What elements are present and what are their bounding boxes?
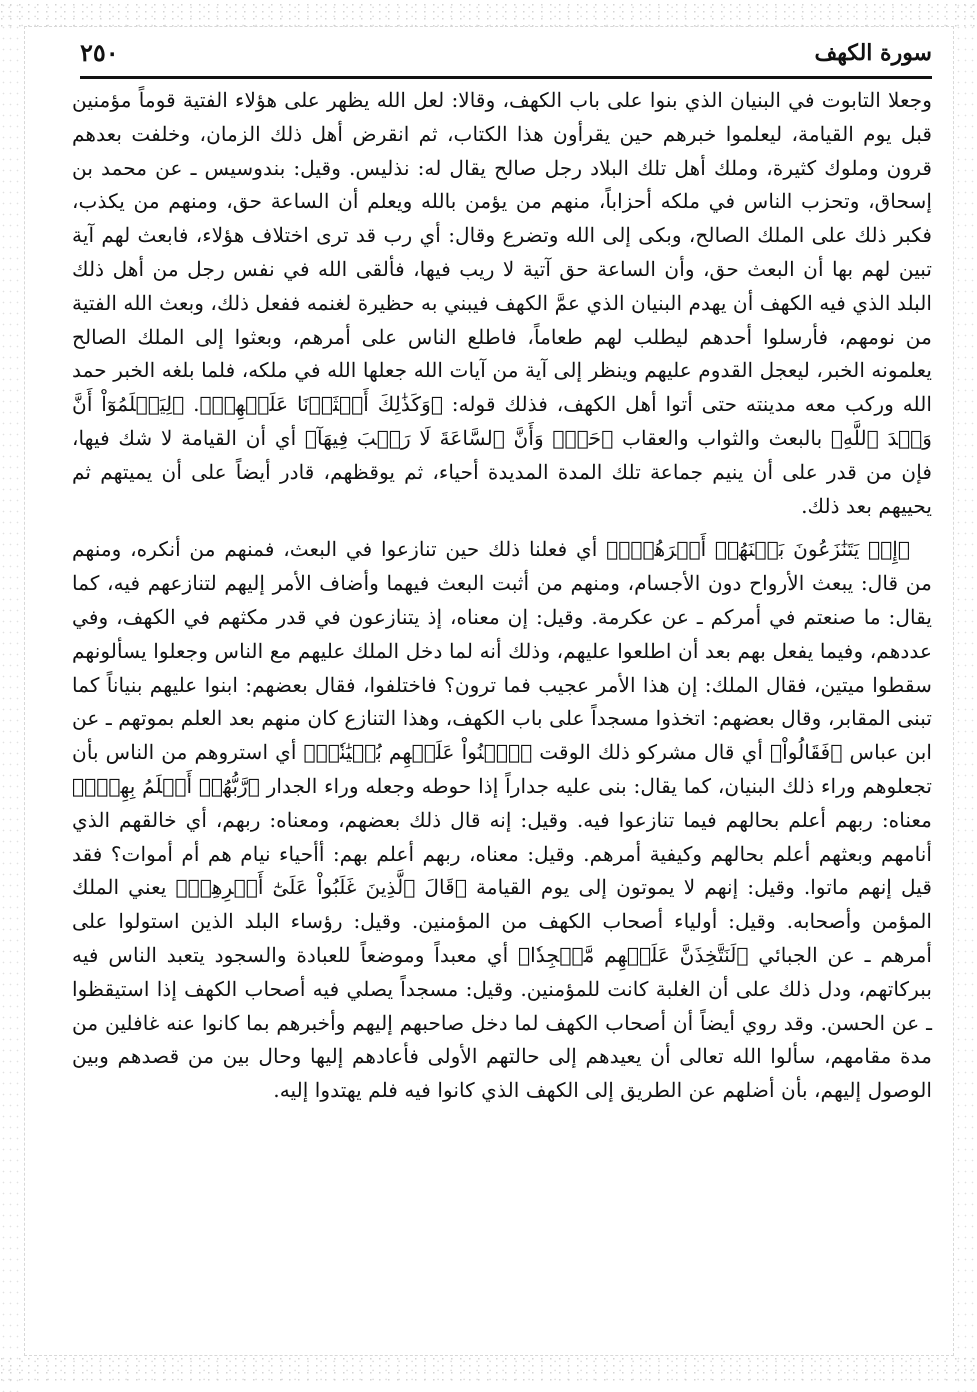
quran-quote: ﴿رَّبُّهُمۡ أَعۡلَمُ بِهِمۡۚ﴾ [72,773,260,798]
scan-border-bottom [0,1356,977,1382]
quran-quote: ﴿وَكَذَٰلِكَ أَعۡثَرۡنَا عَلَيۡهِمۡ﴾ [199,392,443,417]
text-run: معناه: ربهم أعلم بحالهم فيما تنازعوا فيه. وقيل: إنه قال ذلك بعضهم، ومعناه: ربهم، أي خالقهم الذي أنامهم وبعثهم أعلم بحالهم وكيفية أمرهم. وقيل: معناه، ربهم أعلم بهم: أأحياء نيام هم أم أموات؟ فقد قيل إنهم ماتوا. وقيل: إنهم لا يموتون إلى يوم القيامة [72,807,932,900]
quran-quote: ﴿حَقّٞ وَأَنَّ ٱلسَّاعَةَ لَا رَيۡبَ فِيهَآ﴾ [304,425,614,450]
page-header [80,34,932,74]
text-run: أي أن القيامة لا شك فيها، فإن من قدر على أن ينيم جماعة تلك المدة المديدة أحياء، ثم يوقظهم، قادر أيضاً على أن يميتهم ثم يحييهم بعد ذلك. [72,425,932,518]
page-body [72,84,932,1108]
quran-quote: ﴿قَالَ ٱلَّذِينَ غَلَبُواْ عَلَىٰٓ أَمۡرِهِمۡ﴾ [175,875,467,900]
text-run: أي معبداً وموضعاً للعبادة والسجود يتعبد الناس فيه ببركاتهم، ودل ذلك على أن الغلبة كانت للمؤمنين. وقيل: مسجداً يصلي فيه أصحاب الكهف إذا استيقظوا ـ عن الحسن. وقد روي أيضاً أن أصحاب الكهف لما دخل صاحبهم إليهم وأخبرهم بما كانوا عنه غافلين من مدة مقامهم، سألوا الله تعالى أن يعيدهم إلى حالتهم الأولى فأعادهم إليها وحال بين من قصدهم وبين الوصول إليهم، بأن أضلهم عن الطريق إلى الكهف الذي كانوا فيه فلم يهتدوا إليه. [72,942,932,1103]
text-run: أي قال مشركو ذلك الوقت [532,740,770,765]
surah-title: سورة الكهف [814,40,932,66]
quran-quote: ﴿ٱبۡنُواْ عَلَيۡهِم بُنۡيَٰنٗاۖ﴾ [303,740,533,765]
scan-border-right [955,0,977,1392]
quran-quote: ﴿لَنَتَّخِذَنَّ عَلَيۡهِم مَّسۡجِدٗا﴾ [518,942,749,967]
page-number: ٢٥٠ [80,38,119,67]
scan-border-top [0,2,977,28]
quran-quote: ﴿فَقَالُواْ﴾ [770,740,843,765]
text-run: يعني الملك المؤمن وأصحابه. وقيل: أولياء أصحاب الكهف من المؤمنين. وقيل: رؤساء البلد الذين استولوا على أمرهم ـ عن الجبائي [72,875,932,967]
text-run: . [184,392,200,417]
quran-quote: ﴿إِذۡ يَتَنَٰزَعُونَ بَيۡنَهُمۡ أَمۡرَهُمۡۖ﴾ [606,537,910,562]
text-run: بالبعث والثواب والعقاب [613,425,831,450]
paragraph-2 [72,533,932,1108]
scan-border-left [0,0,22,1392]
header-divider [80,76,932,79]
paragraph-1 [72,84,932,523]
quran-quote: ﴿لِيَعۡلَمُوٓاْ أَنَّ وَعۡدَ ٱللَّهِ﴾ [72,392,932,450]
text-run: وجعلا التابوت في البنيان الذي بنوا على باب الكهف، وقالا: لعل الله يظهر على هؤلاء الفتية قوماً مؤمنين قبل يوم القيامة، ليعلموا خبرهم حين يقرأون هذا الكتاب، ثم انقرض أهل ذلك الزمان، وخلفت بعدهم قرون وملوك كثيرة، وملك أهل تلك البلاد رجل صالح يقال له: نذليس. وقيل: بندوسيس ـ عن محمد بن إسحاق، وتحزب الناس في ملكه أحزاباً، منهم من يؤمن بالله ويعلم أن الساعة حق، ومنهم من يكذب، فكبر ذلك على الملك الصالح، وبكى إلى الله وتضرع وقال: أي رب قد ترى اختلاف هؤلاء، فابعث لهم آية تبين لهم بها أن البعث حق، وأن الساعة حق آتية لا ريب فيها، فألقى الله في نفس رجل من أهل ذلك البلد الذي فيه الكهف أن يهدم البنيان الذي عمَّ الكهف فيبني به حظيرة لغنمه ففعل ذلك، وبعث الله الفتية من نومهم، فأرسلوا أحدهم ليطلب لهم طعاماً، فاطلع الناس على أمرهم، وبعثوا إلى الملك الصالح يعلمونه الخبر، ليعجل القدوم عليهم وينظر إلى آية من آيات الله جعلها الله في ملكه، فلما بلغه الخبر حمد الله وركب معه مدينته حتى أتوا أهل الكهف، فذلك قوله: [72,88,933,417]
text-run: أي فعلنا ذلك حين تنازعوا في البعث، فمنهم من أنكره، ومنهم من قال: يبعث الأرواح دون الأجسام، ومنهم من أثبت البعث فيهما وأضاف الأمر إليهم لتنازعهم فيه، كما يقال: ما صنعتم في أمركم ـ عن عكرمة. وقيل: إن معناه، إذ يتنازعون في قدر مكثهم في الكهف، وفي عددهم، وفيما يفعل بهم بعد أن اطلعوا عليهم، وذلك أنه لما دخل الملك عليهم مع الناس وجعلوا يسألونهم سقطوا ميتين، فقال الملك: إن هذا الأمر عجيب فما ترون؟ فاختلفوا، فقال بعضهم: ابنوا عليهم بنياناً كما تبنى المقابر، وقال بعضهم: اتخذوا مسجداً على باب الكهف، وهذا التنازع كان منهم بعد العلم بموتهم ـ عن ابن عباس [72,537,932,765]
text-run: أي استروهم من الناس بأن تجعلوهم وراء ذلك البنيان، كما يقال: بنى عليه جداراً إذا حوطه وجعله وراء الجدار [72,740,932,798]
